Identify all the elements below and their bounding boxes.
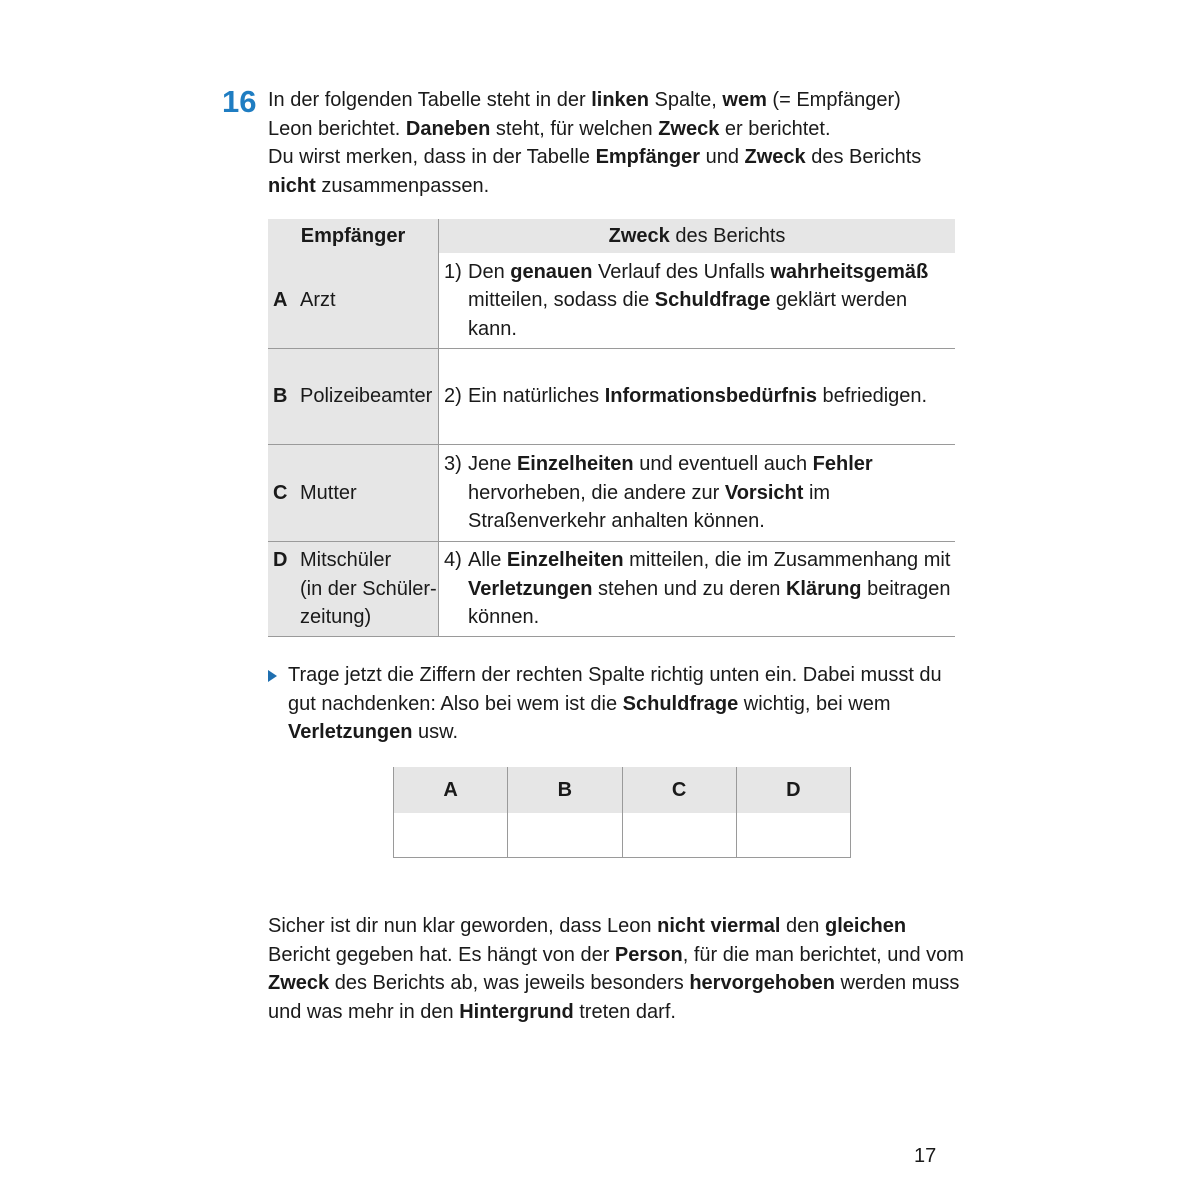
task-intro [268,86,968,200]
answer-header-a: A [394,767,508,813]
purpose-cell [439,349,956,445]
recipient-label: Arzt [300,289,336,312]
intro-line: Du wirst merken, dass in der Tabelle Empfänger und Zweck des Berichts [268,146,922,168]
recipient-label: Mutter [300,481,357,504]
answer-table [393,767,851,858]
table-row [268,253,955,349]
recipient-purpose-table [268,219,955,637]
answer-cell-d[interactable] [736,813,850,858]
recipient-cell [268,445,439,542]
instruction-text: Trage jetzt die Ziffern der rechten Spalte richtig unten ein. Dabei musst du gut nachdenken: Also bei wem ist die Schuldfrage wichtig, bei wem Verletzungen usw. [288,664,942,743]
purpose-cell [439,445,956,542]
answer-header-c: C [622,767,736,813]
answer-cell-b[interactable] [508,813,622,858]
purpose-text: Alle Einzelheiten mitteilen, die im Zusammenhang mit Verletzungen stehen und zu deren Klärung beitragen können. [468,549,951,629]
answer-header-b: B [508,767,622,813]
purpose-text: Den genauen Verlauf des Unfalls wahrheitsgemäß mitteilen, sodass die Schuldfrage geklärt werden kann. [468,260,929,340]
recipient-cell [268,253,439,349]
recipient-label: Mitschüler (in der Schüler- zeitung) [300,549,437,629]
purpose-number: 1) [444,260,462,283]
intro-line: Leon berichtet. Daneben steht, für welchen Zweck er berichtet. [268,117,831,140]
answer-cell-a[interactable] [394,813,508,858]
conclusion-paragraph: Sicher ist dir nun klar geworden, dass Leon nicht viermal den gleichen Bericht gegeben hat. Es hängt von der Person, für die man berichtet, und vom Zweck des Berichts ab, was jeweils besonders hervorgehoben werden muss und was mehr in den Hintergrund treten darf. [268,915,964,1023]
arrow-right-icon [268,670,277,682]
purpose-cell [439,542,956,637]
intro-line: In der folgenden Tabelle steht in der linken Spalte, wem (= Empfänger) [268,89,901,111]
purpose-number: 3) [444,453,462,476]
recipient-cell [268,349,439,445]
table-row [268,349,955,445]
intro-line: nicht zusammenpassen. [268,174,490,197]
header-purpose: Zweck des Berichts [439,219,956,253]
row-letter: D [273,549,288,572]
purpose-text: Jene Einzelheiten und eventuell auch Fehler hervorheben, die andere zur Vorsicht im Straßenverkehr anhalten können. [468,453,873,533]
recipient-cell [268,542,439,637]
instruction [268,661,968,747]
row-letter: B [273,385,288,408]
page-number: 17 [914,1145,937,1167]
answer-header-d: D [736,767,850,813]
recipient-label: Polizeibeamter [300,385,433,408]
answer-cell-c[interactable] [622,813,736,858]
task-number: 16 [222,84,257,119]
row-letter: C [273,481,288,504]
purpose-cell [439,253,956,349]
row-letter: A [273,289,288,312]
purpose-text: Ein natürliches Informationsbedürfnis befriedigen. [468,385,928,408]
header-recipient: Empfänger [268,219,439,253]
table-row [268,445,955,542]
table-row [268,542,955,637]
purpose-number: 4) [444,549,462,572]
purpose-number: 2) [444,385,462,408]
